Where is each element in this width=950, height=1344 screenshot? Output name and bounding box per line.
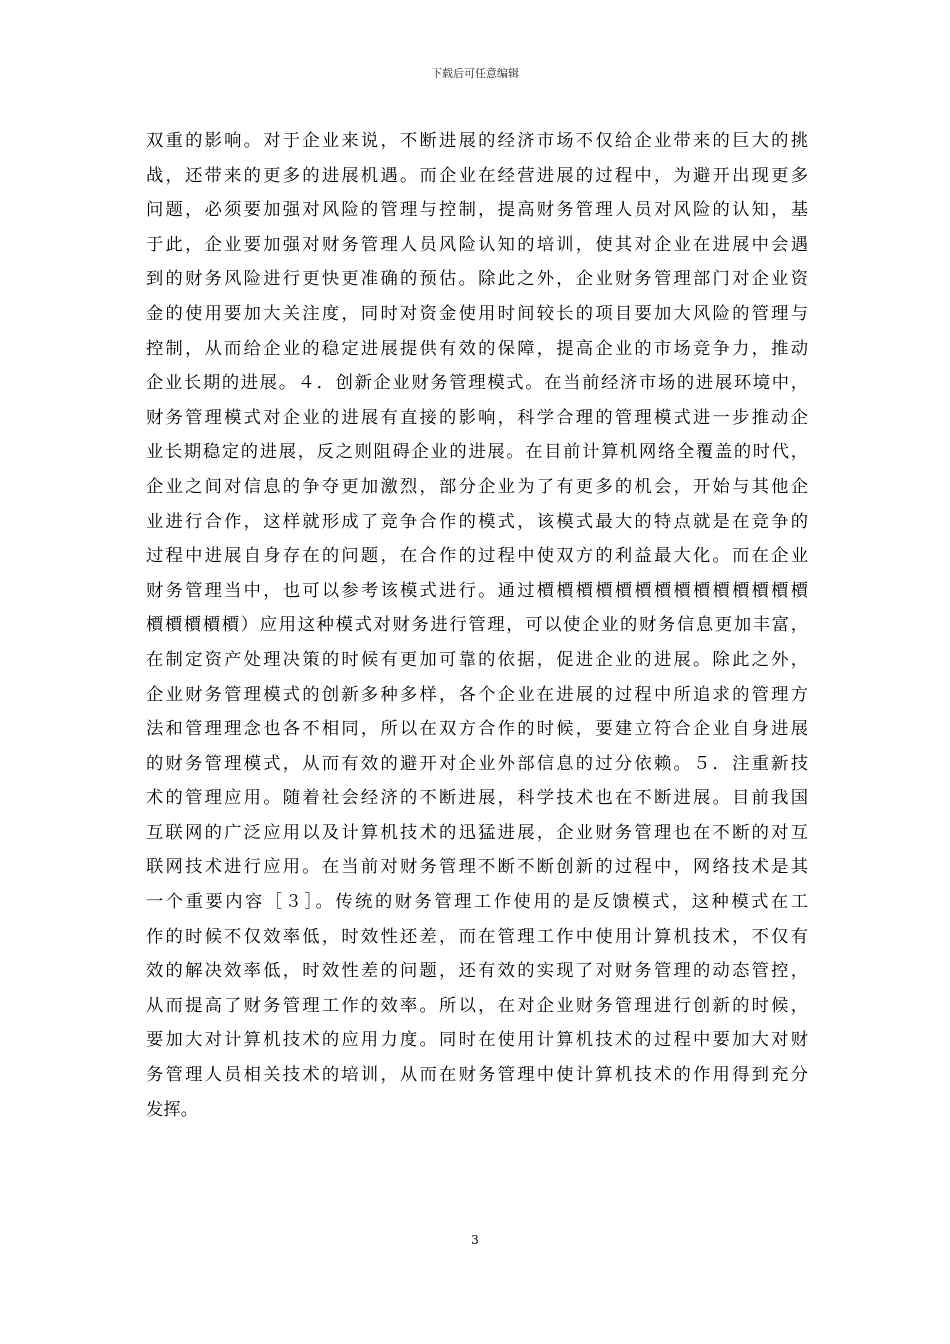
text-line: 企业长期的进展。４．创新企业财务管理模式。在当前经济市场的进展环境中， bbox=[146, 373, 808, 394]
text-line: 从而提高了财务管理工作的效率。所以，在对企业财务管理进行创新的时候， bbox=[146, 995, 808, 1016]
text-line: 金的使用要加大关注度，同时对资金使用时间较长的项目要加大风险的管理与 bbox=[146, 303, 808, 324]
text-line: 于此，企业要加强对财务管理人员风险认知的培训，使其对企业在进展中会遇 bbox=[146, 234, 808, 255]
text-line: 务管理人员相关技术的培训，从而在财务管理中使计算机技术的作用得到充分 bbox=[146, 1065, 808, 1086]
text-line: 联网技术进行应用。在当前对财务管理不断不断创新的过程中，网络技术是其 bbox=[146, 857, 808, 878]
text-line: 企业之间对信息的争夺更加激烈，部分企业为了有更多的机会，开始与其他企 bbox=[146, 476, 808, 497]
text-line: 双重的影响。对于企业来说，不断进展的经济市场不仅给企业带来的巨大的挑 bbox=[146, 131, 808, 151]
text-line: 互联网的广泛应用以及计算机技术的迅猛进展，企业财务管理也在不断的对互 bbox=[146, 822, 808, 843]
text-line: 在制定资产处理决策的时候有更加可靠的依据，促进企业的进展。除此之外， bbox=[146, 649, 808, 670]
page-header: 下载后可任意编辑 bbox=[431, 67, 519, 80]
text-line: 战，还带来的更多的进展机遇。而企业在经营进展的过程中，为避开出现更多 bbox=[146, 165, 808, 186]
text-line: 业长期稳定的进展，反之则阻碍企业的进展。在目前计算机网络全覆盖的时代， bbox=[146, 442, 808, 463]
text-line: 一个重要内容［３］。传统的财务管理工作使用的是反馈模式，这种模式在工 bbox=[146, 892, 808, 913]
text-line: 檟檟檟檟檟）应用这种模式对财务进行管理，可以使企业的财务信息更加丰富， bbox=[146, 615, 808, 636]
text-line: 法和管理理念也各不相同，所以在双方合作的时候，要建立符合企业自身进展 bbox=[146, 719, 808, 740]
text-line: 发挥。 bbox=[146, 1099, 198, 1120]
text-line: 术的管理应用。随着社会经济的不断进展，科学技术也在不断进展。目前我国 bbox=[146, 788, 808, 809]
text-line: 效的解决效率低，时效性差的问题，还有效的实现了对财务管理的动态管控， bbox=[146, 961, 808, 982]
text-line: 企业财务管理模式的创新多种多样，各个企业在进展的过程中所追求的管理方 bbox=[146, 684, 808, 705]
text-line: 财务管理模式对企业的进展有直接的影响，科学合理的管理模式进一步推动企 bbox=[146, 407, 808, 428]
body-text bbox=[146, 124, 808, 1127]
text-line: 作的时候不仅效率低，时效性还差，而在管理工作中使用计算机技术，不仅有 bbox=[146, 926, 808, 947]
text-line: 问题，必须要加强对风险的管理与控制，提高财务管理人员对风险的认知，基 bbox=[146, 200, 808, 221]
text-line: 到的财务风险进行更快更准确的预估。除此之外，企业财务管理部门对企业资 bbox=[146, 269, 808, 290]
text-line: 控制，从而给企业的稳定进展提供有效的保障，提高企业的市场竞争力，推动 bbox=[146, 338, 808, 359]
text-line: 的财务管理模式，从而有效的避开对企业外部信息的过分依赖。５．注重新技 bbox=[146, 753, 808, 774]
text-line: 要加大对计算机技术的应用力度。同时在使用计算机技术的过程中要加大对财 bbox=[146, 1030, 808, 1051]
text-line: 财务管理当中，也可以参考该模式进行。通过檟檟檟檟檟檟檟檟檟檟檟檟檟檟 bbox=[146, 580, 808, 601]
text-line: 业进行合作，这样就形成了竞争合作的模式，该模式最大的特点就是在竞争的 bbox=[146, 511, 808, 532]
page-number: 3 bbox=[471, 1233, 479, 1247]
text-line: 过程中进展自身存在的问题，在合作的过程中使双方的利益最大化。而在企业 bbox=[146, 546, 808, 567]
